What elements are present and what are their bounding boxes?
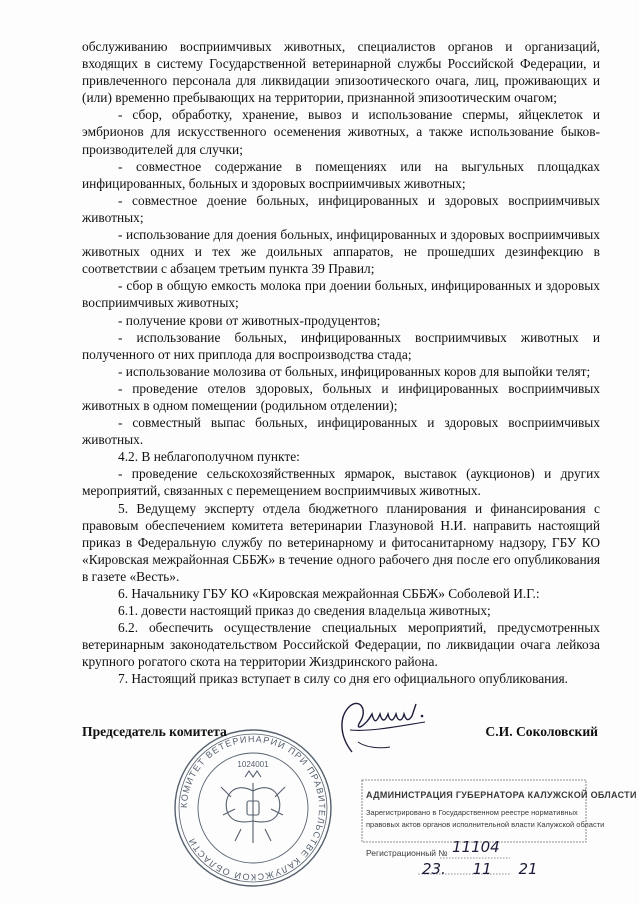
paragraph: - сбор в общую емкость молока при доении больных, инфицированных и здоровых восприимчивых животных; (82, 278, 600, 311)
paragraph: 7. Настоящий приказ вступает в силу со дня его официального опубликования. (118, 671, 568, 687)
paragraph: - совместное доение больных, инфицированных и здоровых восприимчивых животных; (82, 192, 600, 225)
official-seal (165, 725, 341, 891)
paragraph: 6.2. обеспечить осуществление специальных мероприятий, предусмотренных ветеринарным законодательством Российской Федерации, по ликвидации очага лейкоза крупного рогатого скота на территории Жиздринского района. (82, 620, 600, 670)
seal-code: 1024001 (237, 760, 269, 769)
position-title: Председатель комитета (82, 724, 227, 739)
stamp-line-2: правовых актов органов исполнительной власти Калужской области (366, 820, 605, 829)
paragraph: - использование больных, инфицированных восприимчивых животных и полученного от них приплода для воспроизводства стада; (82, 329, 600, 362)
paragraph: - использование для доения больных, инфицированных и здоровых восприимчивых животных одних и тех же доильных аппаратов, не прошедших дезинфекцию в соответствии с абзацем третьим пункта 39 Правил; (82, 227, 600, 277)
stamp-reg-label: Регистрационный № (366, 848, 448, 858)
paragraph: - совместный выпас больных, инфицированных и здоровых восприимчивых животных. (82, 415, 600, 448)
registration-stamp (360, 770, 637, 888)
paragraph: - проведение сельскохозяйственных ярмарок, выставок (аукционов) и других мероприятий, связанных с перемещением восприимчивых животных. (82, 466, 600, 499)
paragraph: 4.2. В неблагополучном пункте: (118, 449, 300, 465)
seal-text: КОМИТЕТ ВЕТЕРИНАРИИ ПРИ ПРАВИТЕЛЬСТВЕ КАЛУЖСКОЙ ОБЛАСТИ (178, 733, 328, 883)
paragraph: - совместное содержание в помещениях или на выгульных площадках инфицированных, больных и здоровых восприимчивых животных; (82, 158, 600, 191)
paragraph: - получение крови от животных-продуцентов; (118, 312, 381, 328)
stamp-reg-number: 11104 (452, 838, 500, 856)
paragraph: - использование молозива от больных, инфицированных коров для выпойки телят; (118, 363, 591, 379)
paragraph: 6. Начальнику ГБУ КО «Кировская межрайонная СББЖ» Соболевой И.Г.: (118, 586, 540, 601)
paragraph: 5. Ведущему эксперту отдела бюджетного планирования и финансирования с правовым обеспечением комитета ветеринарии Глазуновой Н.И. направить настоящий приказ в Федеральную службу по ветеринарному и фитосанитарному надзору, ГБУ КО «Кировская межрайонная СББЖ» в течение одного рабочего дня после его опубликования в газете «Весть». (82, 500, 600, 584)
stamp-date: 23. 11 21 (422, 860, 538, 878)
signature-block (82, 724, 600, 744)
document-body (82, 38, 600, 688)
paragraph: - сбор, обработку, хранение, вывоз и использование спермы, яйцеклеток и эмбрионов для искусственного осеменения животных, а также использование быков-производителей для случки; (82, 107, 600, 157)
stamp-title: АДМИНИСТРАЦИЯ ГУБЕРНАТОРА КАЛУЖСКОЙ ОБЛАСТИ (366, 790, 637, 800)
stamp-line-1: Зарегистрировано в Государственном реестре нормативных (366, 808, 578, 817)
paragraph: обслуживанию восприимчивых животных, специалистов органов и организаций, входящих в систему Государственной ветеринарной службы Российской Федерации, и привлеченного персонала для ликвидации эпизоотического очага, лиц, проживающих и (или) временно пребывающих на территории, признанной эпизоотическим очагом; (82, 39, 600, 106)
paragraph: 6.1. довести настоящий приказ до сведения владельца животных; (118, 603, 491, 619)
signer-name: С.И. Соколовский (485, 724, 598, 739)
paragraph: - проведение отелов здоровых, больных и инфицированных восприимчивых животных в одном помещении (родильном отделении); (82, 380, 600, 413)
